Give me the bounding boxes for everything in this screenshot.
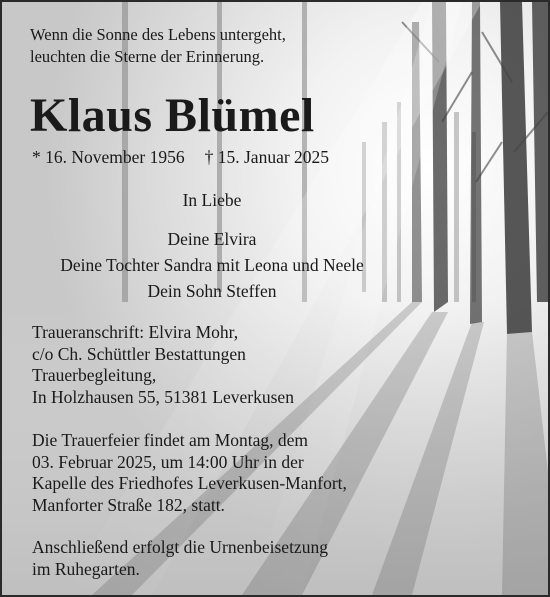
motto <box>30 24 286 68</box>
motto-line: leuchten die Sterne der Erinnerung. <box>30 47 265 66</box>
mourner-line: Deine Elvira <box>167 229 257 249</box>
address-line: In Holzhausen 55, 51381 Leverkusen <box>32 386 294 407</box>
address-line: c/o Ch. Schüttler Bestattungen <box>32 343 246 364</box>
in-liebe: In Liebe <box>182 190 242 210</box>
mourning-address <box>32 322 294 408</box>
address-line: Trauerbegleitung, <box>32 365 157 385</box>
mourners-list <box>2 226 422 304</box>
burial-line: Anschließend erfolgt die Urnenbeisetzung <box>32 537 328 557</box>
deceased-name: Klaus Blümel <box>30 89 315 142</box>
death-date: † 15. Januar 2025 <box>204 147 330 167</box>
ceremony-line: Die Trauerfeier findet am Montag, dem <box>32 430 309 450</box>
notice-content <box>2 2 548 595</box>
ceremony-line: Manforter Straße 182, statt. <box>32 494 225 515</box>
burial-note <box>32 537 328 580</box>
ceremony-line: 03. Februar 2025, um 14:00 Uhr in der <box>32 451 304 472</box>
mourner-line: Deine Tochter Sandra mit Leona und Neele <box>60 255 364 275</box>
burial-line: im Ruhegarten. <box>32 558 140 579</box>
motto-line: Wenn die Sonne des Lebens untergeht, <box>30 25 286 44</box>
life-dates <box>32 146 329 168</box>
address-line: Traueranschrift: Elvira Mohr, <box>32 322 239 342</box>
mourner-line: Dein Sohn Steffen <box>147 281 277 301</box>
funeral-ceremony <box>32 430 347 516</box>
ceremony-line: Kapelle des Friedhofes Leverkusen-Manfort, <box>32 473 347 493</box>
birth-date: * 16. November 1956 <box>32 147 185 167</box>
